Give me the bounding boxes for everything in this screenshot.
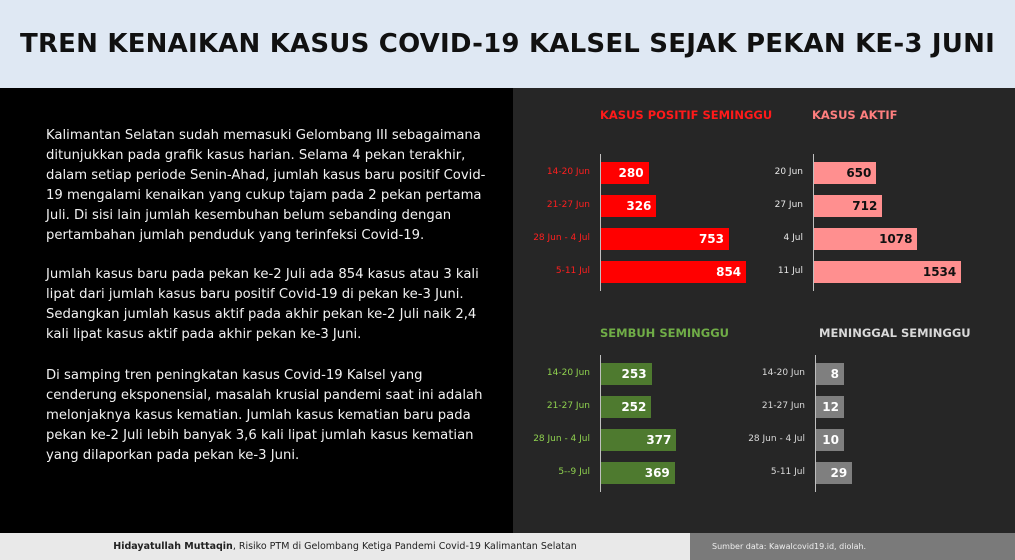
footer-author: Hidayatullah Muttaqin [113,541,233,552]
category-label: 21-27 Jun [546,401,590,411]
bar-kasus-aktif [814,228,917,250]
bar-kasus-aktif [814,261,961,283]
category-label: 14-20 Jun [546,368,590,378]
bar-meninggal [816,429,844,451]
footer-citation-text: , Risiko PTM di Gelombang Ketiga Pandemi Covid-19 Kalimantan Selatan [232,541,577,552]
bar-meninggal [816,396,844,418]
value-label: 253 [621,367,647,381]
bar-kasus-aktif [814,195,882,217]
value-label: 377 [646,433,672,447]
article-paragraph-1: Kalimantan Selatan sudah memasuki Gelombang III sebagaimana ditunjukkan pada grafik kasus harian. Selama 4 pekan terakhir, dalam setiap periode Senin-Ahad, jumlah kasus baru positif Covid-19 mengalami kenaikan yang cukup tajam pada 2 pekan pertama Juli. Di sisi lain jumlah kesembuhan belum sebanding dengan pertambahan jumlah penduduk yang terinfeksi Covid-19. [46,128,486,243]
value-label: 12 [822,400,839,414]
chart-meninggal [748,320,1008,520]
value-label: 1078 [879,232,913,246]
page-header [0,0,1015,88]
category-label: 28 Jun - 4 Jul [748,434,805,444]
article-paragraph-3: Di samping tren peningkatan kasus Covid-19 Kalsel yang cenderung eksponensial, masalah krusial pandemi saat ini adalah melonjaknya kasus kematian. Jumlah kasus kematian baru pada pekan ke-2 Juli lebih banyak 3,6 kali lipat jumlah kasus kematian yang dilaporkan pada pekan ke-3 Juni. [46,368,483,463]
page-title: TREN KENAIKAN KASUS COVID-19 KALSEL SEJAK PEKAN KE-3 JUNI [20,29,995,59]
value-label: 753 [698,232,724,246]
category-label: 27 Jun [774,200,803,210]
bar-kasus-aktif [814,162,876,184]
footer-source-text: Sumber data: Kawalcovid19.id, diolah. [712,542,867,551]
bar-sembuh [601,429,676,451]
chart-sembuh [513,320,763,520]
article-paragraph-2: Jumlah kasus baru pada pekan ke-2 Juli ada 854 kasus atau 3 kali lipat dari jumlah kasus baru positif Covid-19 di pekan ke-3 Juni. Sedangkan jumlah kasus aktif pada akhir pekan ke-2 Juli naik 2,4 kali lipat kasus aktif pada akhir pekan ke-3 Juni. [46,267,479,342]
value-label: 1534 [922,265,957,279]
bar-sembuh [601,363,652,385]
value-label: 280 [618,166,644,180]
category-label: 5--9 Jul [558,467,590,477]
bar-kasus-positif [601,261,746,283]
article-panel [0,88,513,533]
value-label: 326 [626,199,652,213]
value-label: 650 [846,166,872,180]
chart-kasus-aktif [758,102,1008,302]
category-label: 4 Jul [783,233,803,243]
bar-sembuh [601,462,675,484]
bar-meninggal [816,462,852,484]
value-label: 29 [830,466,848,480]
bar-kasus-positif [601,162,649,184]
charts-panel [513,88,1015,533]
category-label: 5-11 Jul [770,467,805,477]
value-label: 369 [644,466,670,480]
chart-title-sembuh: SEMBUH SEMINGGU [600,326,730,340]
footer-citation [0,533,690,560]
value-label: 8 [830,367,839,381]
category-label: 14-20 Jun [546,167,590,177]
bar-meninggal [816,363,844,385]
category-label: 21-27 Jun [546,200,590,210]
value-label: 712 [852,199,878,213]
footer-source [690,533,1015,560]
bar-kasus-positif [601,195,656,217]
value-label: 854 [716,265,742,279]
category-label: 21-27 Jun [761,401,805,411]
category-label: 20 Jun [774,167,803,177]
value-label: 10 [822,433,839,447]
chart-kasus-positif [513,102,773,302]
value-label: 252 [621,400,647,414]
chart-title-kasus-aktif: KASUS AKTIF [812,108,898,122]
category-label: 5-11 Jul [555,266,590,276]
category-label: 28 Jun - 4 Jul [533,434,590,444]
category-label: 14-20 Jun [761,368,805,378]
bar-sembuh [601,396,651,418]
chart-title-kasus-positif: KASUS POSITIF SEMINGGU [600,108,773,122]
chart-title-meninggal: MENINGGAL SEMINGGU [819,326,971,340]
category-label: 11 Jul [777,266,803,276]
category-label: 28 Jun - 4 Jul [533,233,590,243]
bar-kasus-positif [601,228,729,250]
